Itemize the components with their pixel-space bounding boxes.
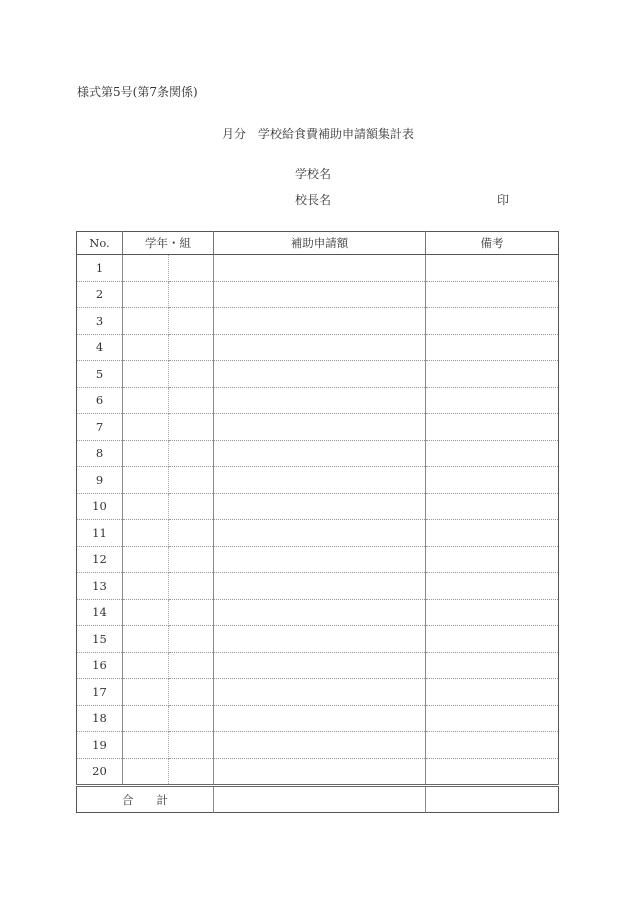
total-amount-cell[interactable] xyxy=(214,786,426,813)
table-row xyxy=(77,281,559,308)
table-row xyxy=(77,493,559,520)
amount-cell[interactable] xyxy=(214,546,426,573)
document-title: 月分 学校給食費補助申請額集計表 xyxy=(222,127,415,141)
remarks-cell[interactable] xyxy=(426,679,559,706)
amount-cell[interactable] xyxy=(214,758,426,786)
grade-cell[interactable] xyxy=(123,626,169,653)
row-number: 3 xyxy=(77,308,123,335)
remarks-cell[interactable] xyxy=(426,493,559,520)
form-number: 様式第5号(第7条関係) xyxy=(77,85,198,99)
table-row xyxy=(77,546,559,573)
grade-cell[interactable] xyxy=(123,599,169,626)
class-cell[interactable] xyxy=(169,520,214,547)
remarks-cell[interactable] xyxy=(426,440,559,467)
grade-cell[interactable] xyxy=(123,520,169,547)
remarks-cell[interactable] xyxy=(426,281,559,308)
school-name-label: 学校名 xyxy=(295,167,332,181)
row-number: 7 xyxy=(77,414,123,441)
remarks-cell[interactable] xyxy=(426,546,559,573)
column-header-grade-class: 学年・組 xyxy=(123,232,214,255)
row-number: 8 xyxy=(77,440,123,467)
class-cell[interactable] xyxy=(169,758,214,786)
summary-table xyxy=(76,231,559,813)
remarks-cell[interactable] xyxy=(426,705,559,732)
class-cell[interactable] xyxy=(169,440,214,467)
class-cell[interactable] xyxy=(169,334,214,361)
remarks-cell[interactable] xyxy=(426,308,559,335)
amount-cell[interactable] xyxy=(214,308,426,335)
remarks-cell[interactable] xyxy=(426,599,559,626)
principal-name-label: 校長名 xyxy=(295,193,332,207)
amount-cell[interactable] xyxy=(214,732,426,759)
remarks-cell[interactable] xyxy=(426,573,559,600)
amount-cell[interactable] xyxy=(214,652,426,679)
amount-cell[interactable] xyxy=(214,573,426,600)
column-header-amount: 補助申請額 xyxy=(214,232,426,255)
table-row xyxy=(77,679,559,706)
grade-cell[interactable] xyxy=(123,387,169,414)
grade-cell[interactable] xyxy=(123,281,169,308)
grade-cell[interactable] xyxy=(123,414,169,441)
amount-cell[interactable] xyxy=(214,387,426,414)
grade-cell[interactable] xyxy=(123,758,169,786)
amount-cell[interactable] xyxy=(214,493,426,520)
table-row xyxy=(77,440,559,467)
total-label-text: 合 計 xyxy=(122,792,168,807)
total-row xyxy=(77,786,559,813)
remarks-cell[interactable] xyxy=(426,520,559,547)
row-number: 14 xyxy=(77,599,123,626)
class-cell[interactable] xyxy=(169,652,214,679)
amount-cell[interactable] xyxy=(214,440,426,467)
grade-cell[interactable] xyxy=(123,652,169,679)
seal-label: 印 xyxy=(497,193,510,207)
remarks-cell[interactable] xyxy=(426,361,559,388)
table-row xyxy=(77,308,559,335)
amount-cell[interactable] xyxy=(214,361,426,388)
remarks-cell[interactable] xyxy=(426,626,559,653)
column-header-no: No. xyxy=(77,232,123,255)
grade-cell[interactable] xyxy=(123,573,169,600)
row-number: 17 xyxy=(77,679,123,706)
grade-cell[interactable] xyxy=(123,493,169,520)
grade-cell[interactable] xyxy=(123,361,169,388)
class-cell[interactable] xyxy=(169,679,214,706)
grade-cell[interactable] xyxy=(123,308,169,335)
class-cell[interactable] xyxy=(169,308,214,335)
class-cell[interactable] xyxy=(169,732,214,759)
amount-cell[interactable] xyxy=(214,705,426,732)
class-cell[interactable] xyxy=(169,546,214,573)
table-row xyxy=(77,255,559,282)
table-row xyxy=(77,758,559,786)
table-row xyxy=(77,705,559,732)
grade-cell[interactable] xyxy=(123,679,169,706)
class-cell[interactable] xyxy=(169,387,214,414)
row-number: 4 xyxy=(77,334,123,361)
class-cell[interactable] xyxy=(169,599,214,626)
table-row xyxy=(77,732,559,759)
remarks-cell[interactable] xyxy=(426,467,559,494)
row-number: 9 xyxy=(77,467,123,494)
table-row xyxy=(77,467,559,494)
amount-cell[interactable] xyxy=(214,520,426,547)
table-row xyxy=(77,599,559,626)
remarks-cell[interactable] xyxy=(426,255,559,282)
row-number: 15 xyxy=(77,626,123,653)
row-number: 1 xyxy=(77,255,123,282)
grade-cell[interactable] xyxy=(123,467,169,494)
row-number: 11 xyxy=(77,520,123,547)
table-header-row xyxy=(77,232,559,255)
class-cell[interactable] xyxy=(169,361,214,388)
grade-cell[interactable] xyxy=(123,255,169,282)
class-cell[interactable] xyxy=(169,255,214,282)
grade-cell[interactable] xyxy=(123,705,169,732)
amount-cell[interactable] xyxy=(214,599,426,626)
row-number: 5 xyxy=(77,361,123,388)
grade-cell[interactable] xyxy=(123,440,169,467)
class-cell[interactable] xyxy=(169,414,214,441)
class-cell[interactable] xyxy=(169,281,214,308)
table-row xyxy=(77,361,559,388)
amount-cell[interactable] xyxy=(214,281,426,308)
remarks-cell[interactable] xyxy=(426,758,559,786)
table-row xyxy=(77,652,559,679)
remarks-cell[interactable] xyxy=(426,652,559,679)
remarks-cell[interactable] xyxy=(426,387,559,414)
row-number: 16 xyxy=(77,652,123,679)
amount-cell[interactable] xyxy=(214,679,426,706)
class-cell[interactable] xyxy=(169,493,214,520)
amount-cell[interactable] xyxy=(214,467,426,494)
row-number: 6 xyxy=(77,387,123,414)
total-label xyxy=(77,786,214,813)
remarks-cell[interactable] xyxy=(426,732,559,759)
class-cell[interactable] xyxy=(169,467,214,494)
table-row xyxy=(77,626,559,653)
class-cell[interactable] xyxy=(169,573,214,600)
amount-cell[interactable] xyxy=(214,255,426,282)
remarks-cell[interactable] xyxy=(426,334,559,361)
row-number: 19 xyxy=(77,732,123,759)
total-remarks-cell[interactable] xyxy=(426,786,559,813)
table-row xyxy=(77,387,559,414)
row-number: 12 xyxy=(77,546,123,573)
table-row xyxy=(77,334,559,361)
amount-cell[interactable] xyxy=(214,334,426,361)
table-row xyxy=(77,414,559,441)
row-number: 20 xyxy=(77,758,123,786)
grade-cell[interactable] xyxy=(123,546,169,573)
amount-cell[interactable] xyxy=(214,414,426,441)
row-number: 10 xyxy=(77,493,123,520)
grade-cell[interactable] xyxy=(123,334,169,361)
row-number: 18 xyxy=(77,705,123,732)
table-row xyxy=(77,573,559,600)
row-number: 13 xyxy=(77,573,123,600)
table-row xyxy=(77,520,559,547)
grade-cell[interactable] xyxy=(123,732,169,759)
class-cell[interactable] xyxy=(169,705,214,732)
class-cell[interactable] xyxy=(169,626,214,653)
remarks-cell[interactable] xyxy=(426,414,559,441)
column-header-remarks: 備考 xyxy=(426,232,559,255)
amount-cell[interactable] xyxy=(214,626,426,653)
row-number: 2 xyxy=(77,281,123,308)
